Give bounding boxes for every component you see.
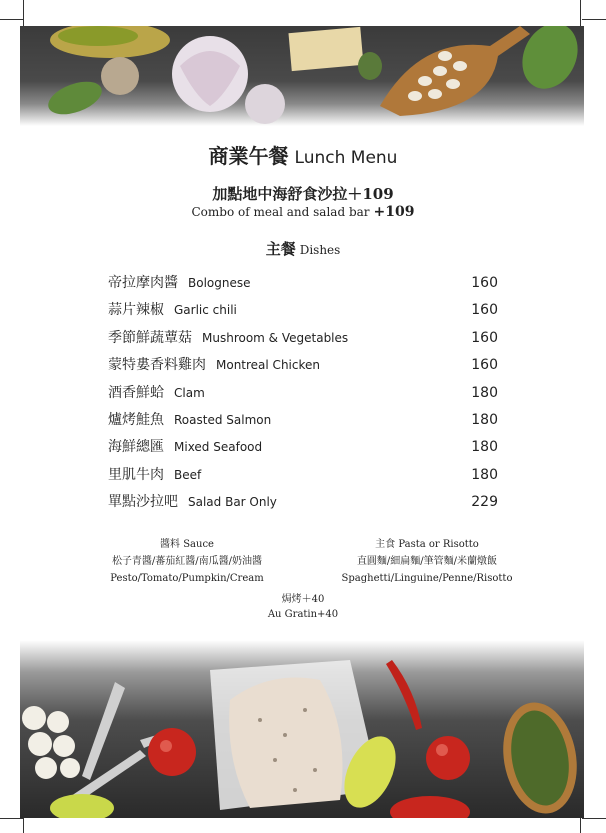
dish-item <box>108 297 498 324</box>
sauce-options-zh: 松子青醬/蕃茄紅醬/南瓜醬/奶油醬 <box>111 556 263 567</box>
dish-item <box>108 462 498 489</box>
menu-title-zh: 商業午餐 <box>208 144 289 168</box>
dish-name-zh: 爐烤鮭魚 <box>108 411 164 428</box>
crop-mark-top-left-v <box>23 0 24 26</box>
dish-name-en: Mixed Seafood <box>174 440 263 455</box>
dish-item <box>108 380 498 407</box>
dish-item <box>108 434 498 461</box>
staple-options-zh: 直圓麵/細扁麵/筆管麵/米蘭燉飯 <box>356 556 498 567</box>
dish-price: 180 <box>471 439 498 456</box>
dish-name-zh: 蒜片辣椒 <box>108 302 164 319</box>
au-gratin-addon <box>0 592 606 622</box>
dish-name-zh: 海鮮總匯 <box>108 439 164 456</box>
combo-offer-en-text: Combo of meal and salad bar <box>191 205 370 219</box>
dish-price: 160 <box>471 275 498 291</box>
section-heading-zh: 主餐 <box>265 240 296 258</box>
dish-list <box>108 270 498 517</box>
au-gratin-zh: 焗烤＋40 <box>281 594 325 605</box>
dish-item <box>108 325 498 352</box>
staple-label-zh: 主食 <box>375 539 396 550</box>
bottom-food-photo <box>20 640 584 818</box>
dish-price: 160 <box>471 302 498 319</box>
staple-label-en: Pasta or Risotto <box>398 539 479 550</box>
crop-mark-top-right-h <box>582 19 606 20</box>
dish-name-zh: 酒香鮮蛤 <box>108 384 164 401</box>
dish-name-zh: 蒙特婁香料雞肉 <box>108 357 206 374</box>
bottom-food-illustration <box>20 640 584 818</box>
combo-offer-zh: 加點地中海舒食沙拉＋109 <box>212 185 394 203</box>
dish-name-en: Salad Bar Only <box>188 495 277 510</box>
staple-options-en: Spaghetti/Linguine/Penne/Risotto <box>341 573 513 584</box>
sauce-label-zh: 醬料 <box>160 539 181 550</box>
sauce-label <box>82 536 292 553</box>
dish-item <box>108 407 498 434</box>
dish-name-en: Montreal Chicken <box>216 358 320 373</box>
menu-title <box>0 140 606 169</box>
dish-price: 180 <box>471 466 498 483</box>
section-heading-dishes <box>0 238 606 259</box>
dish-name-en: Beef <box>174 467 202 482</box>
dish-price: 160 <box>471 329 498 346</box>
dish-item <box>108 270 498 297</box>
staple-options <box>322 536 532 587</box>
combo-offer-en <box>0 204 606 220</box>
crop-mark-bottom-right-h <box>582 818 606 819</box>
dish-price: 180 <box>471 384 498 401</box>
dish-price: 229 <box>471 494 498 511</box>
combo-offer-price: +109 <box>373 204 415 220</box>
sauce-options <box>82 536 292 587</box>
crop-mark-top-right-v <box>580 0 581 26</box>
dish-name-en: Clam <box>174 385 205 400</box>
dish-name-en: Roasted Salmon <box>174 412 272 427</box>
top-food-illustration <box>20 26 584 126</box>
menu-title-en: Lunch Menu <box>294 148 398 168</box>
sauce-label-en: Sauce <box>183 539 214 550</box>
dish-name-zh: 季節鮮蔬蕈菇 <box>108 329 192 346</box>
dish-name-en: Garlic chili <box>174 303 237 318</box>
crop-mark-top-left-h <box>0 19 24 20</box>
top-food-photo <box>20 26 584 126</box>
dish-item <box>108 352 498 379</box>
dish-name-zh: 里肌牛肉 <box>108 466 164 483</box>
dish-item <box>108 489 498 516</box>
dish-name-zh: 單點沙拉吧 <box>108 494 178 511</box>
au-gratin-en: Au Gratin+40 <box>267 609 339 620</box>
crop-mark-bottom-left-h <box>0 818 24 819</box>
sauce-options-en: Pesto/Tomato/Pumpkin/Cream <box>110 573 264 584</box>
dish-price: 160 <box>471 357 498 374</box>
section-heading-en: Dishes <box>299 243 341 257</box>
dish-name-en: Bolognese <box>188 276 251 290</box>
dish-price: 180 <box>471 411 498 428</box>
dish-name-en: Mushroom & Vegetables <box>202 330 349 345</box>
dish-name-zh: 帝拉摩肉醬 <box>108 275 178 291</box>
staple-label <box>322 536 532 553</box>
